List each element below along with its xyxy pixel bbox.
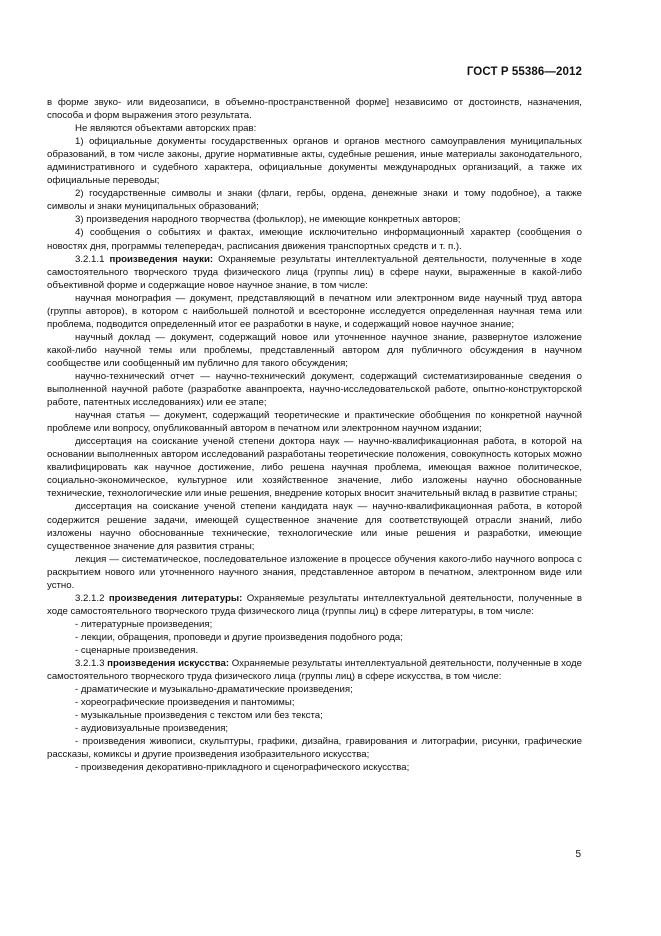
paragraph: 4) сообщения о событиях и фактах, имеющие исключительно информационный характер (сообщения о новостях дня, программы телепередач, расписания движения транспортных средств и т. п.).	[47, 227, 582, 252]
list-item: - аудиовизуальные произведения;	[75, 723, 229, 735]
list-item: - сценарные произведения.	[75, 644, 199, 656]
paragraph: 1) официальные документы государственных органов и органов местного самоуправления муниципальных образований, в том числе законы, другие нормативные акты, судебные решения, иные материалы законодательного, административного и судебного характера, официальные документы международных организаций, а также их официальные переводы;	[47, 136, 582, 187]
section-heading: произведения искусства:	[107, 658, 230, 670]
section-number: 3.2.1.3	[75, 658, 105, 670]
list-item: - произведения декоративно-прикладного и сценографического искусства;	[75, 762, 410, 774]
document-body	[47, 96, 582, 774]
definition-paragraph: лекция — систематическое, последовательное изложение в процессе обучения какого-либо научного вопроса с раскрытием нового или уточненного научного знания, представленное автором в печатном, электронном виде или устно.	[47, 553, 582, 591]
section-3-2-1-3: 3.2.1.3 произведения искусства: Охраняемые результаты интеллектуальной деятельности, полученные в ходе самостоятельного творческого труда физического лица (группы лиц) в сфере искусства, в том числе:	[47, 658, 582, 683]
definition-paragraph: научный доклад — документ, содержащий новое или уточненное научное знание, развернутое изложение какой-либо научной темы или проблемы, представленный автором для публичного обсуждения в научном сообществе или сообщенный им публично для такого обсуждения;	[47, 331, 582, 369]
paragraph: 3) произведения народного творчества (фольклор), не имеющие конкретных авторов;	[75, 214, 461, 226]
page-number: 5	[575, 849, 581, 860]
definition-paragraph: научно-технический отчет — научно-технический документ, содержащий систематизированные сведения о выполненной научной работе (разработке аванпроекта, научно-исследовательской работе, опытно-конструкторской работе, патентных исследованиях) или ее этапе;	[47, 370, 582, 409]
section-number: 3.2.1.1	[75, 253, 105, 265]
section-number: 3.2.1.2	[75, 592, 105, 604]
document-header-id: ГОСТ Р 55386—2012	[466, 66, 582, 78]
section-heading: произведения науки:	[109, 253, 214, 265]
list-item: - произведения живописи, скульптуры, графики, дизайна, гравирования и литографии, рисунки, графические рассказы, комиксы и другие произведения изобразительного искусства;	[47, 736, 582, 761]
paragraph: 2) государственные символы и знаки (флаги, гербы, ордена, денежные знаки и тому подобное), а также символы и знаки муниципальных образований;	[47, 188, 582, 213]
list-item: - лекции, обращения, проповеди и другие произведения подобного рода;	[75, 631, 403, 643]
list-item: - музыкальные произведения с текстом или без текста;	[75, 710, 323, 722]
paragraph: в форме звуко- или видеозаписи, в объемно-пространственной форме] независимо от достоинств, назначения, способа и форм выражения этого результата.	[47, 97, 582, 122]
definition-paragraph: диссертация на соискание ученой степени кандидата наук — научно-квалификационная работа, в которой содержится решение задачи, имеющей существенное значение для соответствующей отрасли знаний, либо изложены научно обоснованные технические, технологические или иные решения и разработки, имеющие существенное значение для развития страны;	[47, 501, 582, 552]
list-item: - драматические и музыкально-драматические произведения;	[75, 684, 353, 696]
definition-paragraph: научная статья — документ, содержащий теоретические и практические обобщения по конкретной научной проблеме или вопросу, опубликованный автором в печатном или электронном научном издании;	[47, 410, 582, 435]
definition-paragraph: научная монография — документ, представляющий в печатном или электронном виде научный труд автора (группы авторов), в котором с наибольшей полнотой и всесторонне исследуется определенная научная тема или проблема, подводится определенный итог ее разработки в науке, и содержащий новое научное знание;	[47, 292, 582, 330]
section-3-2-1-2: 3.2.1.2 произведения литературы: Охраняемые результаты интеллектуальной деятельности, полученные в ходе самостоятельного творческого труда физического лица (группы лиц) в сфере литературы, в том числе:	[47, 592, 582, 617]
paragraph: Не являются объектами авторских прав:	[75, 123, 257, 135]
definition-paragraph: диссертация на соискание ученой степени доктора наук — научно-квалификационная работа, в которой на основании выполненных автором исследований разработаны теоретические положения, совокупность которых можно квалифицировать как научное достижение, либо решена научная проблема, имеющая важное политическое, социально-экономическое, культурное или хозяйственное значение, либо изложены научно обоснованные технические, технологические или иные решения, внедрение которых вносит значительный вклад в развитие страны;	[47, 436, 582, 500]
list-item: - хореографические произведения и пантомимы;	[75, 697, 295, 709]
list-item: - литературные произведения;	[75, 618, 213, 630]
section-3-2-1-1: 3.2.1.1 произведения науки: Охраняемые результаты интеллектуальной деятельности, полученные в ходе самостоятельного творческого труда физического лица (группы лиц) в сфере науки, выраженные в какой-либо объективной форме и содержащие новое научное знание, в том числе:	[47, 253, 583, 291]
section-heading: произведения литературы:	[108, 592, 243, 604]
